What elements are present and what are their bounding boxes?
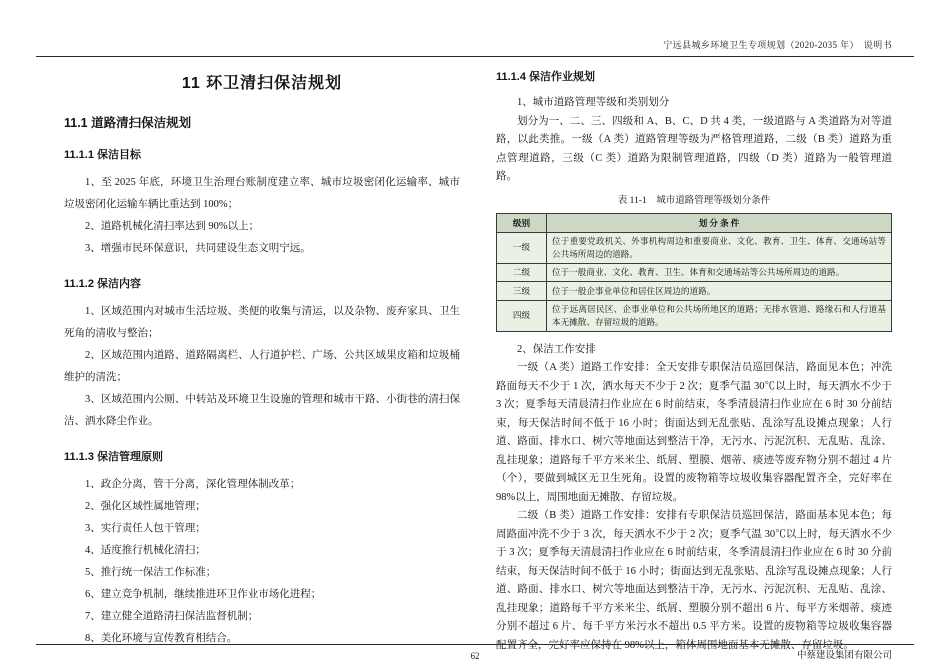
header-rule	[36, 56, 914, 57]
running-header: 宁远县城乡环境卫生专项规划（2020-2035 年） 说明书	[663, 40, 892, 50]
principle-item: 2、强化区域性属地管理；	[85, 501, 206, 512]
content-paragraph: 2、区域范围内道路、道路隔离栏、人行道护栏、广场、公共区域果皮箱和垃圾桶维护的清洗；	[64, 350, 460, 383]
level-cell: 四级	[497, 300, 547, 331]
section-heading-11-1-3: 11.1.3 保洁管理原则	[64, 451, 164, 463]
table-header-level: 级别	[497, 214, 547, 233]
principle-item: 4、适度推行机械化清扫；	[85, 545, 206, 556]
table-header-condition: 划 分 条 件	[547, 214, 892, 233]
principle-item: 6、建立竞争机制，继续推进环卫作业市场化进程；	[85, 589, 322, 600]
level-cell: 三级	[497, 282, 547, 301]
section-heading-11-1-1: 11.1.1 保洁目标	[64, 149, 142, 161]
right-column	[496, 64, 892, 651]
page-number: 62	[470, 651, 480, 661]
table-row	[497, 232, 892, 263]
footer-company-name: 中蔡建设集团有限公司	[796, 651, 892, 661]
section-heading-11-1-4: 11.1.4 保洁作业规划	[496, 71, 596, 83]
work-plan-grade-b: 二级（B 类）道路工作安排：安排有专职保洁员巡回保洁，路面基本见本色；每周路面冲洗不少于 3 次，每天洒水不少于 2 次；夏季气温 30℃以上时，每天洒水不少于 3 次；夏季每天清晨清扫作业应在 6 时前结束，冬季清晨清扫作业应在 6 时 30 分前结束，每天保洁时间不低于 16 小时；街面达到无乱张贴、乱涂写乱设摊点现象；人行道、路面、排水口、树穴等地面达到整洁干净，无污水、污泥沉积、无乱贴、乱涂、乱挂现象；道路每千平方米米尘、纸屑、塑膜分别不超出 6 片、每平方米烟蒂、痰迹分别不超过 6 片、每千平方米污水不超出 0.5 平方米。设置的废物箱等垃圾收集容器配置齐全，完好率应保持在 98%以上，箱体周围地面基本无摊散、存留垃圾。	[496, 510, 892, 651]
chapter-title: 11 环卫清扫保洁规划	[181, 75, 343, 92]
principle-item: 8、美化环境与宣传教育相结合。	[85, 633, 238, 644]
left-column	[64, 64, 460, 644]
principle-item: 3、实行责任人包干管理；	[85, 523, 206, 534]
condition-cell: 位于远离居民区、企事业单位和公共场所地区的道路；无排水管道、路缘石和人行道基本无摊散、存留垃圾的道路。	[547, 300, 892, 331]
subsection-title-1: 1、城市道路管理等级和类别划分	[517, 97, 670, 108]
goal-paragraph: 2、道路机械化清扫率达到 90%以上；	[85, 221, 260, 232]
subsection-title-2: 2、保洁工作安排	[517, 343, 596, 355]
content-paragraph: 3、区域范围内公厕、中转站及环境卫生设施的管理和城市干路、小街巷的清扫保洁、洒水降尘作业。	[64, 394, 460, 427]
content-paragraph: 1、区域范围内对城市生活垃圾、类便的收集与清运，以及杂物、废弃家具、卫生死角的清收与整治；	[64, 306, 460, 339]
level-cell: 二级	[497, 263, 547, 282]
principle-item: 5、推行统一保洁工作标准；	[85, 567, 217, 578]
section-heading-11-1: 11.1 道路清扫保洁规划	[64, 116, 192, 130]
goal-paragraph: 1、至 2025 年底，环境卫生治理台账制度建立率、城市垃圾密闭化运输率、城市垃圾密闭化运输车辆比重达到 100%；	[64, 177, 460, 210]
table-row	[497, 300, 892, 331]
condition-cell: 位于一般企事业单位和居住区周边的道路。	[547, 282, 892, 301]
section-heading-11-1-2: 11.1.2 保洁内容	[64, 278, 142, 290]
condition-cell: 位于重要党政机关、外事机构周边和重要商业、文化、教育、卫生、体育、交通场站等公共场所周边的道路。	[547, 232, 892, 263]
classification-paragraph: 划分为一、二、三、四级和 A、B、C、D 共 4 类，一级道路与 A 类道路为对等道路，以此类推。一级（A 类）道路管理等级为严格管理道路，二级（B 类）道路为重点管理道路，三级（C 类）道路为限制管理道路，四级（D 类）道路为一般管理道路。	[496, 115, 892, 182]
table-row	[497, 282, 892, 301]
principle-item: 7、建立健全道路清扫保洁监督机制；	[85, 611, 259, 622]
principle-item: 1、政企分离，管干分离，深化管理体制改革；	[85, 479, 301, 490]
work-plan-grade-a: 一级（A 类）道路工作安排：全天安排专职保洁员巡回保洁，路面见本色；冲洗路面每天不少于 1 次，洒水每天不少于 2 次；夏季气温 30℃以上时，每天洒水不少于 3 次；夏季每天清晨清扫作业应在 6 时前结束，冬季清晨清扫作业应在 6 时 30 分前结束，每天保洁时间不低于 16 小时；街面达到无乱张贴、乱涂写乱设摊点现象；人行道、路面、排水口、树穴等地面达到整洁干净，无污水、污泥沉积、无乱贴、乱涂、乱挂现象；道路每千平方米米尘、纸屑、塑膜、烟蒂、痰迹等废弃物分别不超过 4 片（个），要做到城区无卫生死角。设置的废物箱等垃圾收集容器配置齐全，完好率在 98%以上，周围地面无摊散、存留垃圾。	[496, 362, 892, 503]
table-header-row	[497, 214, 892, 233]
condition-cell: 位于一般商业、文化、教育、卫生、体育和交通场站等公共场所周边的道路。	[547, 263, 892, 282]
road-grade-table	[496, 213, 892, 332]
table-caption: 表 11-1 城市道路管理等级划分条件	[617, 195, 771, 206]
table-row	[497, 263, 892, 282]
two-column-body	[64, 64, 892, 651]
level-cell: 一级	[497, 232, 547, 263]
goal-paragraph: 3、增强市民环保意识，共同建设生态文明宁远。	[85, 243, 311, 254]
footer-rule	[36, 644, 914, 645]
